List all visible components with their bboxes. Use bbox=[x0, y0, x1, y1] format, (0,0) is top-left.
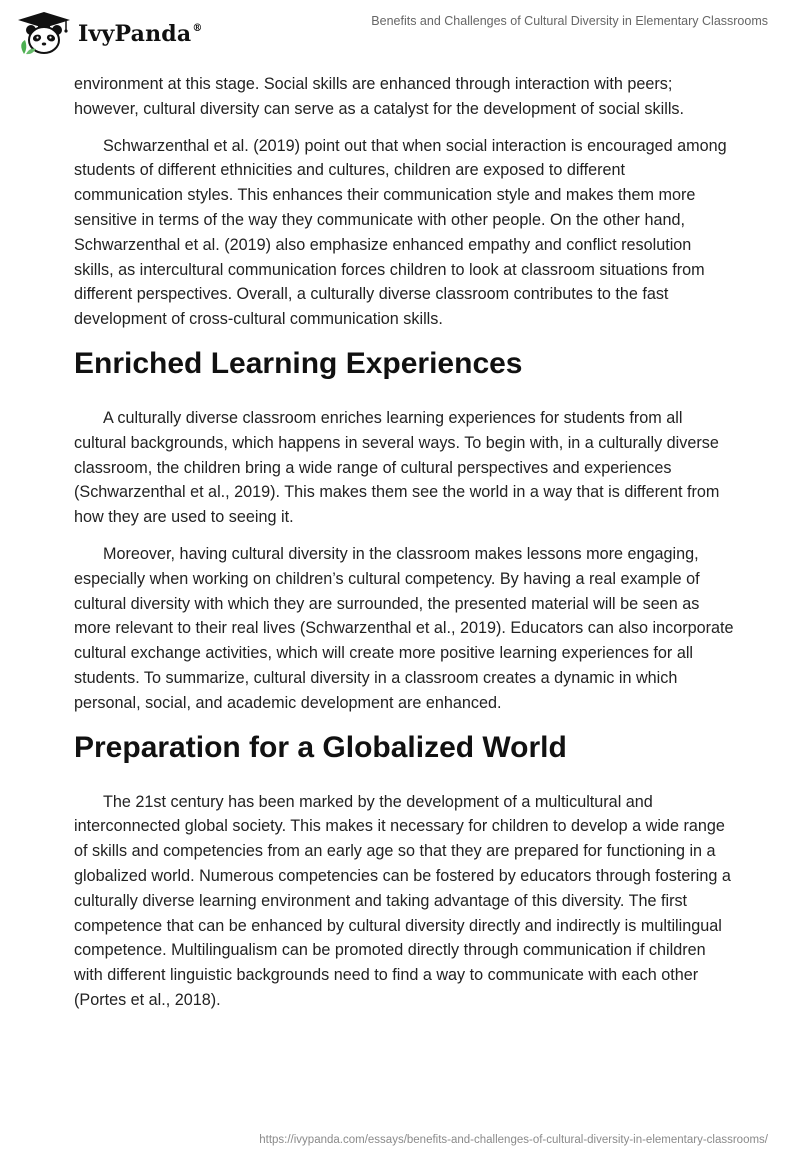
brand-name-text: IvyPanda bbox=[78, 21, 192, 47]
ivypanda-logo[interactable] bbox=[16, 10, 203, 56]
paragraph-communication-skills: Schwarzenthal et al. (2019) point out that when social interaction is encouraged among students of different ethnicities and cultures, children are exposed to different communication styles. This enhances their communication style and makes them more sensitive in terms of the way they communicate with other people. On the other hand, Schwarzenthal et al. (2019) also emphasize enhanced empathy and conflict resolution skills, as intercultural communication forces children to look at classroom situations from different perspectives. Overall, a culturally diverse classroom contributes to the fast development of cross-cultural communication skills. bbox=[74, 136, 727, 329]
heading-enriched-learning: Enriched Learning Experiences bbox=[74, 346, 523, 380]
document-title: Benefits and Challenges of Cultural Diversity in Elementary Classrooms bbox=[371, 14, 768, 28]
panda-graduate-icon bbox=[16, 10, 72, 56]
registered-mark: ® bbox=[192, 22, 203, 34]
page-header bbox=[0, 0, 800, 70]
heading-globalized-world: Preparation for a Globalized World bbox=[74, 730, 567, 764]
brand-name bbox=[78, 21, 203, 47]
paragraph-enriched-2: Moreover, having cultural diversity in the classroom makes lessons more engaging, especially when working on children’s cultural competency. By having a real example of cultural diversity with which they are surrounded, the presented material will be seen as more relevant to their real lives (Schwarzenthal et al., 2019). Educators can also incorporate cultural exchange activities, which will create more positive learning experiences for all students. To summarize, cultural diversity in a classroom creates a dynamic in which personal, social, and academic development are enhanced. bbox=[74, 544, 734, 712]
paragraph-continuation: environment at this stage. Social skills are enhanced through interaction with peers; however, cultural diversity can serve as a catalyst for the development of social skills. bbox=[74, 75, 685, 118]
paragraph-globalized-1: The 21st century has been marked by the development of a multicultural and interconnected global society. This makes it necessary for children to develop a wide range of skills and competencies from an early age so that they are prepared for functioning in a globalized world. Numerous competencies can be fostered by educators through fostering a culturally diverse learning environment and taking advantage of this diversity. The first competence that can be enhanced by cultural diversity directly and indirectly is multilingual competence. Multilingualism can be promoted directly through communication if children with different linguistic backgrounds need to find a way to communicate with each other (Portes et al., 2018). bbox=[74, 792, 731, 1009]
paragraph-enriched-1: A culturally diverse classroom enriches learning experiences for students from all cultural backgrounds, which happens in several ways. To begin with, in a culturally diverse classroom, the children bring a wide range of cultural perspectives and experiences (Schwarzenthal et al., 2019). This makes them see the world in a way that is different from how they are used to seeing it. bbox=[74, 408, 720, 527]
source-url[interactable]: https://ivypanda.com/essays/benefits-and-challenges-of-cultural-diversity-in-elementary-classrooms/ bbox=[259, 1134, 768, 1146]
essay-content bbox=[74, 72, 734, 1025]
